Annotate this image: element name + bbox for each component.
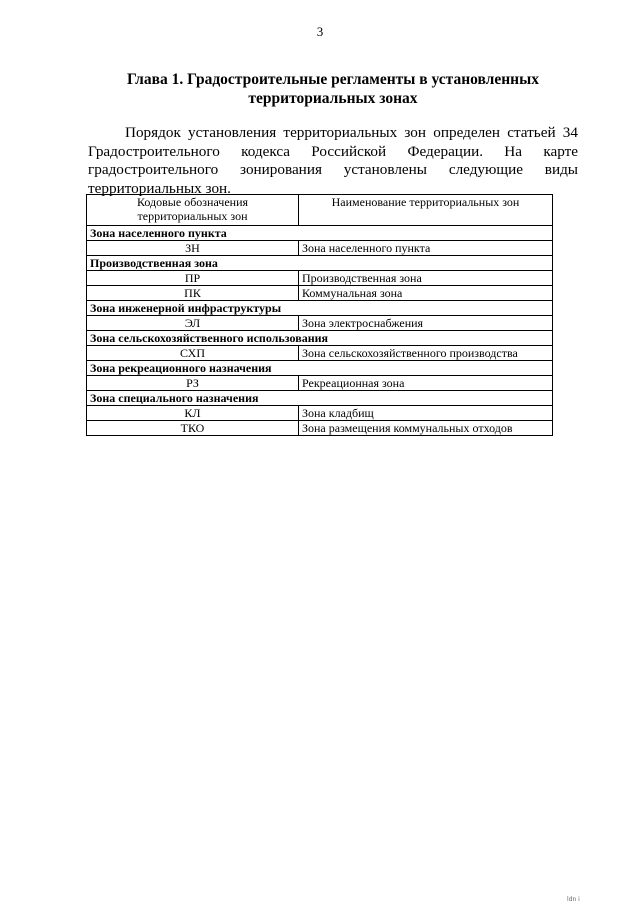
group-title: Зона рекреационного назначения [87,361,553,376]
group-title: Зона сельскохозяйственного использования [87,331,553,346]
zone-name-cell: Зона кладбищ [299,406,553,421]
table-group-row [87,226,553,241]
header-code-line-2: территориальных зон [137,209,248,223]
zone-name-cell: Зона населенного пункта [299,241,553,256]
table-group-row [87,331,553,346]
zone-name-cell: Рекреационная зона [299,376,553,391]
zones-table [86,194,553,436]
table-row [87,271,553,286]
table-row [87,286,553,301]
group-title: Зона специального назначения [87,391,553,406]
table-group-row [87,391,553,406]
zone-code-cell: ПК [87,286,299,301]
zone-name-cell: Производственная зона [299,271,553,286]
zone-code-cell: КЛ [87,406,299,421]
header-name-cell: Наименование территориальных зон [299,195,553,226]
table-row [87,346,553,361]
table-header-row [87,195,553,226]
table-group-row [87,256,553,271]
zone-code-cell: ЭЛ [87,316,299,331]
zone-code-cell: СХП [87,346,299,361]
zone-code-cell: ЗН [87,241,299,256]
zone-name-cell: Зона электроснабжения [299,316,553,331]
group-title: Зона населенного пункта [87,226,553,241]
group-title: Зона инженерной инфраструктуры [87,301,553,316]
zone-code-cell: РЗ [87,376,299,391]
zone-code-cell: ПР [87,271,299,286]
chapter-title-line-1: Глава 1. Градостроительные регламенты в установленных [127,71,539,88]
table-group-row [87,361,553,376]
zone-name-cell: Зона сельскохозяйственного производства [299,346,553,361]
table-row [87,241,553,256]
zones-table-body [87,226,553,436]
zone-name-cell: Зона размещения коммунальных отходов [299,421,553,436]
page-number: 3 [316,24,324,39]
table-row [87,316,553,331]
footer-mark: ldn i [567,896,580,903]
intro-paragraph: Порядок установления территориальных зон определен статьей 34 Градостроительного кодекса Российской Федерации. На карте градостроительного зонирования установлены следующие виды территориальных зон. [88,124,578,197]
table-row [87,421,553,436]
header-code-line-1: Кодовые обозначения [136,195,249,209]
zone-code-cell: ТКО [87,421,299,436]
chapter-title-line-2: территориальных зонах [248,90,418,107]
header-code-cell [87,195,299,226]
chapter-title [88,70,578,108]
table-group-row [87,301,553,316]
table-row [87,406,553,421]
table-row [87,376,553,391]
group-title: Производственная зона [87,256,553,271]
zone-name-cell: Коммунальная зона [299,286,553,301]
